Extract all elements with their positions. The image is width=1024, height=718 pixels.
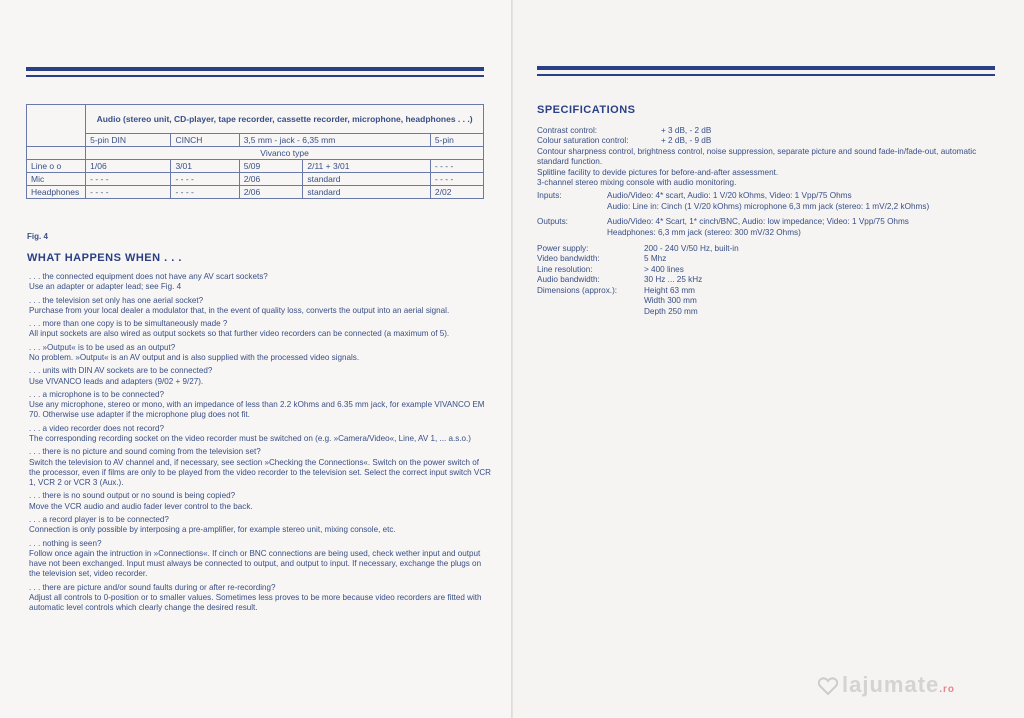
table-cell: 2/06 bbox=[239, 173, 303, 186]
faq-answer: Adjust all controls to 0-position or to smaller values. Sometimes less proves to be more because video recorders are fitted with automatic level controls which clearly change the desired result. bbox=[29, 592, 482, 612]
spec-value bbox=[607, 191, 987, 212]
table-row bbox=[27, 134, 484, 147]
table-row bbox=[27, 105, 484, 134]
spec-label: Power supply: bbox=[537, 244, 589, 254]
spec-label: Dimensions (approx.): bbox=[537, 285, 618, 295]
spec-value: 5 Mhz bbox=[644, 254, 667, 264]
spec-dimension: Depth 250 mm bbox=[644, 306, 698, 316]
faq-question: . . . units with DIN AV sockets are to be connected? bbox=[29, 366, 213, 376]
watermark-text: lajumate bbox=[842, 672, 940, 697]
specifications-heading: SPECIFICATIONS bbox=[537, 104, 636, 116]
right-header-rule-thin bbox=[537, 74, 995, 76]
spec-label: Video bandwidth: bbox=[537, 254, 600, 264]
table-cell: 2/06 bbox=[239, 186, 303, 199]
faq-answer: Follow once again the intruction in »Connections«. If cinch or BNC connections are being used, check wether input and output have not been exchanged. Input must always be connected to output, and output to input. If necessary, exchange the plugs on the television set, video recorder. bbox=[29, 548, 482, 579]
row-label: Line o o bbox=[27, 160, 86, 173]
spec-value: + 3 dB, - 2 dB bbox=[661, 126, 712, 135]
left-header-rule-thin bbox=[26, 75, 484, 77]
table-row bbox=[27, 160, 484, 173]
spec-mixing: 3-channel stereo mixing console with audio monitoring. bbox=[537, 178, 737, 188]
spec-value bbox=[644, 286, 987, 317]
faq-answer: Use an adapter or adapter lead; see Fig. 4 bbox=[29, 282, 182, 292]
faq-question: . . . a record player is to be connected? bbox=[29, 514, 169, 524]
specifications-list bbox=[537, 126, 987, 317]
faq-answer: No problem. »Output« is an AV output and is also supplied with the processed video signals. bbox=[29, 352, 360, 362]
faq-answer: All input sockets are also wired as output sockets so that further video recorders can be connected (a maximum of 5). bbox=[29, 329, 450, 339]
right-header-rule-thick bbox=[537, 66, 995, 70]
faq-question: . . . there are picture and/or sound faults during or after re-recording? bbox=[29, 582, 276, 592]
spec-row-contrast bbox=[537, 126, 987, 136]
faq-question: . . . nothing is seen? bbox=[29, 538, 102, 548]
spec-value: 30 Hz ... 25 kHz bbox=[644, 275, 703, 285]
spec-label: Inputs: bbox=[537, 191, 562, 201]
connector-jack: 3,5 mm - jack - 6,35 mm bbox=[239, 134, 430, 147]
faq-question: . . . a video recorder does not record? bbox=[29, 423, 164, 433]
table-cell: 1/06 bbox=[86, 160, 171, 173]
faq-answer: Switch the television to AV channel and, if necessary, see section »Checking the Connections«. Switch on the power switch of the processor, even if films are only to be played from the video recorder to the television set. Select the correct input switch VCR 1, VCR 2 or VCR 3 (Aux.). bbox=[29, 457, 492, 487]
faq-answer: The corresponding recording socket on the video recorder must be switched on (e.g. »Camera/Video«, Line, AV 1, ... a.s.o.) bbox=[29, 433, 471, 443]
spec-label: Line resolution: bbox=[537, 264, 593, 274]
table-subheader: Vivanco type bbox=[86, 147, 484, 160]
faq-question: . . . »Output« is to be used as an output? bbox=[29, 342, 176, 352]
faq-answer: Purchase from your local dealer a modulator that, in the event of quality loss, converts the output into an aerial signal. bbox=[29, 305, 450, 315]
spec-inputs-line: Audio/Video: 4* scart, Audio: 1 V/20 kOhms, Video: 1 Vpp/75 Ohms bbox=[607, 191, 852, 201]
table-cell: - - - - bbox=[171, 173, 239, 186]
table-row bbox=[27, 147, 484, 160]
connector-5pin: 5-pin bbox=[430, 134, 483, 147]
spec-splitline: Splitline facility to devide pictures for before-and-after assessment. bbox=[537, 167, 779, 177]
table-cell: standard bbox=[303, 173, 431, 186]
table-header: Audio (stereo unit, CD-player, tape recorder, cassette recorder, microphone, headphones . . .) bbox=[86, 105, 484, 134]
faq-answer: Use any microphone, stereo or mono, with an impedance of less than 2.2 kOhms and 6.35 mm jack, for example VIVANCO EM 70. Otherwise use adapter if the microphone plug does not fit. bbox=[29, 400, 485, 420]
table-cell: - - - - bbox=[430, 173, 483, 186]
spec-row-video-bandwidth bbox=[537, 254, 987, 264]
table-corner-cell bbox=[27, 105, 86, 147]
spec-row-line-resolution bbox=[537, 265, 987, 275]
spec-value: + 2 dB, - 9 dB bbox=[661, 136, 712, 146]
row-label: Mic bbox=[27, 173, 86, 186]
table-row bbox=[27, 173, 484, 186]
spec-dimension: Height 63 mm bbox=[644, 285, 695, 295]
spec-outputs-line: Audio/Video: 4* Scart, 1* cinch/BNC, Audio: low impedance; Video: 1 Vpp/75 Ohms bbox=[607, 217, 909, 227]
figure-caption: Fig. 4 bbox=[27, 232, 48, 241]
faq-question: . . . the television set only has one aerial socket? bbox=[29, 295, 204, 305]
table-cell: - - - - bbox=[171, 186, 239, 199]
spec-label: Audio bandwidth: bbox=[537, 275, 600, 285]
table-cell: - - - - bbox=[430, 160, 483, 173]
row-label: Headphones bbox=[27, 186, 86, 199]
spec-value bbox=[607, 217, 987, 238]
spec-value: 200 - 240 V/50 Hz, built-in bbox=[644, 244, 739, 254]
watermark bbox=[842, 672, 955, 698]
faq-question: . . . the connected equipment does not have any AV scart sockets? bbox=[29, 272, 268, 281]
audio-connector-table bbox=[26, 104, 484, 199]
spec-dimension: Width 300 mm bbox=[644, 296, 697, 306]
table-cell: 5/09 bbox=[239, 160, 303, 173]
spec-row-audio-bandwidth bbox=[537, 275, 987, 285]
faq-answer: Connection is only possible by interposing a pre-amplifier, for example stereo unit, mixing console, etc. bbox=[29, 525, 396, 535]
connector-din: 5-pin DIN bbox=[86, 134, 171, 147]
connector-cinch: CINCH bbox=[171, 134, 239, 147]
heart-logo-icon bbox=[818, 677, 838, 695]
table-row bbox=[27, 186, 484, 199]
faq-question: . . . more than one copy is to be simultaneously made ? bbox=[29, 319, 228, 329]
table-empty-cell bbox=[27, 147, 86, 160]
spec-inputs-line: Audio: Line in: Cinch (1 V/20 kOhms) microphone 6,3 mm jack (stereo: 1 mV/2,2 kOhms) bbox=[607, 201, 930, 211]
table-cell: 3/01 bbox=[171, 160, 239, 173]
faq-question: . . . there is no sound output or no sound is being copied? bbox=[29, 491, 236, 501]
table-cell: 2/11 + 3/01 bbox=[303, 160, 431, 173]
table-cell: - - - - bbox=[86, 173, 171, 186]
faq-list bbox=[29, 272, 491, 616]
spec-value: > 400 lines bbox=[644, 264, 684, 274]
left-header-rule-thick bbox=[26, 67, 484, 71]
spec-contour: Contour sharpness control, brightness control, noise suppression, separate picture and sound fade-in/fade-out, automatic standard function. bbox=[537, 146, 977, 167]
faq-question: . . . there is no picture and sound coming from the television set? bbox=[29, 447, 261, 457]
faq-answer: Move the VCR audio and audio fader lever control to the back. bbox=[29, 501, 253, 511]
spec-label: Contrast control: bbox=[537, 126, 598, 135]
table-cell: - - - - bbox=[86, 186, 171, 199]
spec-tech-block bbox=[537, 244, 987, 317]
spec-row-inputs bbox=[537, 191, 987, 212]
faq-question: . . . a microphone is to be connected? bbox=[29, 389, 164, 399]
spec-label: Outputs: bbox=[537, 217, 568, 227]
spec-row-colour bbox=[537, 136, 987, 146]
table-cell: standard bbox=[303, 186, 431, 199]
spec-label: Colour saturation control: bbox=[537, 136, 629, 146]
table-cell: 2/02 bbox=[430, 186, 483, 199]
faq-answer: Use VIVANCO leads and adapters (9/02 + 9/27). bbox=[29, 376, 204, 386]
watermark-suffix: .ro bbox=[939, 684, 956, 695]
spec-row-power bbox=[537, 244, 987, 254]
spec-row-outputs bbox=[537, 217, 987, 238]
spec-outputs-line: Headphones: 6,3 mm jack (stereo: 300 mV/32 Ohms) bbox=[607, 227, 801, 237]
page-fold bbox=[511, 0, 513, 718]
left-heading: WHAT HAPPENS WHEN . . . bbox=[27, 252, 182, 264]
spec-row-dimensions bbox=[537, 286, 987, 317]
